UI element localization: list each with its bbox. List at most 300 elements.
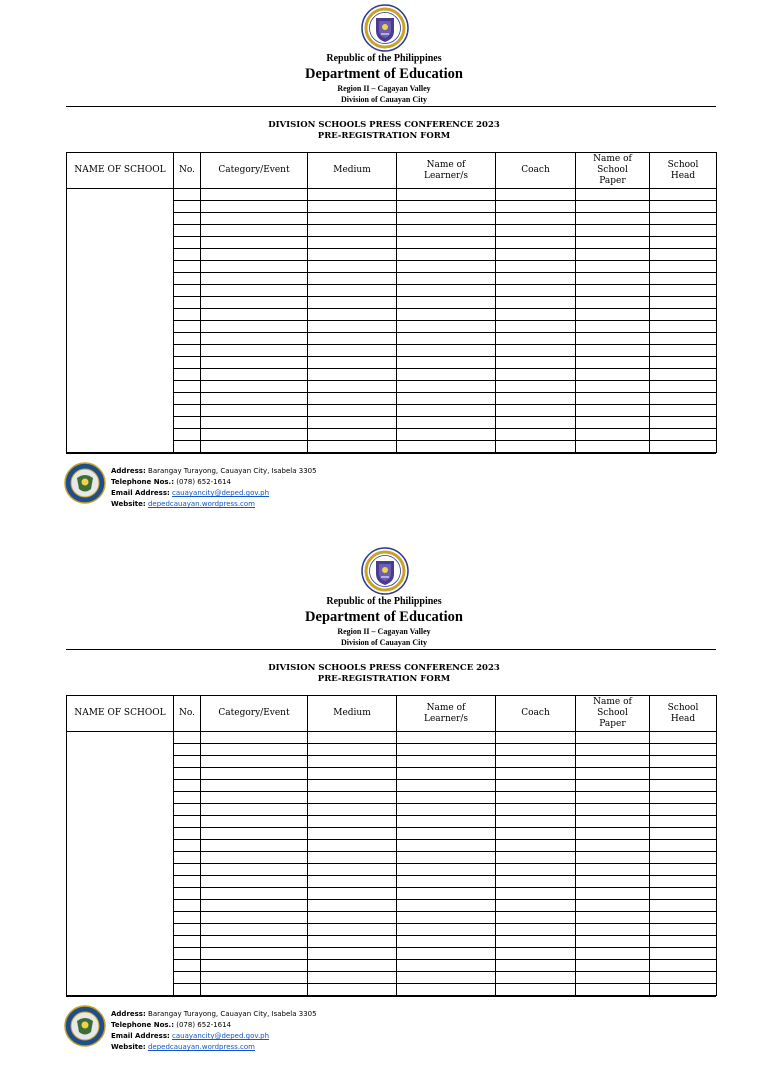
entry-cell[interactable] xyxy=(308,405,397,417)
entry-cell[interactable] xyxy=(650,864,717,876)
entry-cell[interactable] xyxy=(174,441,201,453)
entry-cell[interactable] xyxy=(650,936,717,948)
entry-cell[interactable] xyxy=(174,744,201,756)
entry-cell[interactable] xyxy=(397,816,496,828)
entry-cell[interactable] xyxy=(576,345,650,357)
entry-cell[interactable] xyxy=(576,333,650,345)
entry-cell[interactable] xyxy=(174,285,201,297)
entry-cell[interactable] xyxy=(496,792,576,804)
entry-cell[interactable] xyxy=(174,405,201,417)
entry-cell[interactable] xyxy=(308,273,397,285)
entry-cell[interactable] xyxy=(496,768,576,780)
entry-cell[interactable] xyxy=(201,948,308,960)
entry-cell[interactable] xyxy=(397,780,496,792)
entry-cell[interactable] xyxy=(397,273,496,285)
entry-cell[interactable] xyxy=(201,393,308,405)
entry-cell[interactable] xyxy=(496,441,576,453)
entry-cell[interactable] xyxy=(650,201,717,213)
entry-cell[interactable] xyxy=(576,852,650,864)
entry-cell[interactable] xyxy=(308,285,397,297)
entry-cell[interactable] xyxy=(576,417,650,429)
entry-cell[interactable] xyxy=(496,237,576,249)
entry-cell[interactable] xyxy=(201,321,308,333)
entry-cell[interactable] xyxy=(308,948,397,960)
entry-cell[interactable] xyxy=(397,840,496,852)
entry-cell[interactable] xyxy=(174,273,201,285)
entry-cell[interactable] xyxy=(576,225,650,237)
entry-cell[interactable] xyxy=(496,417,576,429)
entry-cell[interactable] xyxy=(174,912,201,924)
entry-cell[interactable] xyxy=(496,321,576,333)
entry-cell[interactable] xyxy=(576,804,650,816)
website-link[interactable]: depedcauayan.wordpress.com xyxy=(147,1043,255,1051)
entry-cell[interactable] xyxy=(308,213,397,225)
entry-cell[interactable] xyxy=(308,972,397,984)
entry-cell[interactable] xyxy=(650,876,717,888)
entry-cell[interactable] xyxy=(397,912,496,924)
entry-cell[interactable] xyxy=(308,804,397,816)
entry-cell[interactable] xyxy=(308,345,397,357)
entry-cell[interactable] xyxy=(576,393,650,405)
entry-cell[interactable] xyxy=(201,804,308,816)
website-link[interactable]: depedcauayan.wordpress.com xyxy=(147,500,255,508)
entry-cell[interactable] xyxy=(576,381,650,393)
entry-cell[interactable] xyxy=(650,321,717,333)
entry-cell[interactable] xyxy=(650,285,717,297)
entry-cell[interactable] xyxy=(174,417,201,429)
entry-cell[interactable] xyxy=(201,816,308,828)
entry-cell[interactable] xyxy=(308,393,397,405)
entry-cell[interactable] xyxy=(397,792,496,804)
entry-cell[interactable] xyxy=(650,393,717,405)
entry-cell[interactable] xyxy=(576,369,650,381)
entry-cell[interactable] xyxy=(397,309,496,321)
entry-cell[interactable] xyxy=(174,249,201,261)
entry-cell[interactable] xyxy=(496,984,576,996)
entry-cell[interactable] xyxy=(397,888,496,900)
entry-cell[interactable] xyxy=(201,405,308,417)
entry-cell[interactable] xyxy=(496,381,576,393)
entry-cell[interactable] xyxy=(397,768,496,780)
entry-cell[interactable] xyxy=(308,876,397,888)
entry-cell[interactable] xyxy=(397,429,496,441)
entry-cell[interactable] xyxy=(496,429,576,441)
entry-cell[interactable] xyxy=(308,792,397,804)
entry-cell[interactable] xyxy=(650,780,717,792)
entry-cell[interactable] xyxy=(397,984,496,996)
entry-cell[interactable] xyxy=(576,441,650,453)
entry-cell[interactable] xyxy=(650,381,717,393)
entry-cell[interactable] xyxy=(308,840,397,852)
entry-cell[interactable] xyxy=(496,924,576,936)
entry-cell[interactable] xyxy=(496,960,576,972)
entry-cell[interactable] xyxy=(308,225,397,237)
entry-cell[interactable] xyxy=(496,888,576,900)
entry-cell[interactable] xyxy=(650,888,717,900)
entry-cell[interactable] xyxy=(496,213,576,225)
entry-cell[interactable] xyxy=(397,213,496,225)
entry-cell[interactable] xyxy=(201,225,308,237)
entry-cell[interactable] xyxy=(397,249,496,261)
entry-cell[interactable] xyxy=(650,792,717,804)
entry-cell[interactable] xyxy=(576,273,650,285)
entry-cell[interactable] xyxy=(308,237,397,249)
entry-cell[interactable] xyxy=(308,261,397,273)
entry-cell[interactable] xyxy=(496,900,576,912)
entry-cell[interactable] xyxy=(201,840,308,852)
entry-cell[interactable] xyxy=(496,225,576,237)
entry-cell[interactable] xyxy=(650,744,717,756)
entry-cell[interactable] xyxy=(576,828,650,840)
entry-cell[interactable] xyxy=(308,732,397,744)
entry-cell[interactable] xyxy=(576,321,650,333)
entry-cell[interactable] xyxy=(397,876,496,888)
entry-cell[interactable] xyxy=(397,345,496,357)
entry-cell[interactable] xyxy=(397,357,496,369)
entry-cell[interactable] xyxy=(201,780,308,792)
entry-cell[interactable] xyxy=(174,189,201,201)
entry-cell[interactable] xyxy=(650,309,717,321)
entry-cell[interactable] xyxy=(576,876,650,888)
entry-cell[interactable] xyxy=(308,441,397,453)
entry-cell[interactable] xyxy=(201,261,308,273)
entry-cell[interactable] xyxy=(397,948,496,960)
entry-cell[interactable] xyxy=(174,828,201,840)
entry-cell[interactable] xyxy=(174,972,201,984)
entry-cell[interactable] xyxy=(496,936,576,948)
entry-cell[interactable] xyxy=(201,876,308,888)
entry-cell[interactable] xyxy=(496,876,576,888)
entry-cell[interactable] xyxy=(308,888,397,900)
entry-cell[interactable] xyxy=(650,768,717,780)
entry-cell[interactable] xyxy=(201,333,308,345)
entry-cell[interactable] xyxy=(308,297,397,309)
entry-cell[interactable] xyxy=(174,333,201,345)
entry-cell[interactable] xyxy=(174,225,201,237)
entry-cell[interactable] xyxy=(496,912,576,924)
entry-cell[interactable] xyxy=(576,948,650,960)
entry-cell[interactable] xyxy=(201,297,308,309)
entry-cell[interactable] xyxy=(174,840,201,852)
entry-cell[interactable] xyxy=(496,852,576,864)
entry-cell[interactable] xyxy=(174,309,201,321)
entry-cell[interactable] xyxy=(308,780,397,792)
entry-cell[interactable] xyxy=(576,924,650,936)
entry-cell[interactable] xyxy=(397,417,496,429)
entry-cell[interactable] xyxy=(576,189,650,201)
entry-cell[interactable] xyxy=(308,309,397,321)
entry-cell[interactable] xyxy=(496,201,576,213)
entry-cell[interactable] xyxy=(174,852,201,864)
entry-cell[interactable] xyxy=(650,357,717,369)
entry-cell[interactable] xyxy=(576,816,650,828)
entry-cell[interactable] xyxy=(174,357,201,369)
entry-cell[interactable] xyxy=(174,429,201,441)
entry-cell[interactable] xyxy=(308,381,397,393)
entry-cell[interactable] xyxy=(496,756,576,768)
entry-cell[interactable] xyxy=(201,429,308,441)
entry-cell[interactable] xyxy=(576,732,650,744)
entry-cell[interactable] xyxy=(650,345,717,357)
entry-cell[interactable] xyxy=(397,393,496,405)
entry-cell[interactable] xyxy=(397,900,496,912)
entry-cell[interactable] xyxy=(174,780,201,792)
entry-cell[interactable] xyxy=(496,780,576,792)
entry-cell[interactable] xyxy=(201,201,308,213)
entry-cell[interactable] xyxy=(174,900,201,912)
entry-cell[interactable] xyxy=(397,936,496,948)
entry-cell[interactable] xyxy=(201,936,308,948)
entry-cell[interactable] xyxy=(397,960,496,972)
entry-cell[interactable] xyxy=(576,888,650,900)
entry-cell[interactable] xyxy=(308,429,397,441)
entry-cell[interactable] xyxy=(174,213,201,225)
entry-cell[interactable] xyxy=(650,912,717,924)
entry-cell[interactable] xyxy=(174,948,201,960)
entry-cell[interactable] xyxy=(201,756,308,768)
entry-cell[interactable] xyxy=(201,189,308,201)
entry-cell[interactable] xyxy=(397,369,496,381)
entry-cell[interactable] xyxy=(496,864,576,876)
entry-cell[interactable] xyxy=(308,852,397,864)
entry-cell[interactable] xyxy=(496,804,576,816)
entry-cell[interactable] xyxy=(174,888,201,900)
entry-cell[interactable] xyxy=(201,237,308,249)
entry-cell[interactable] xyxy=(576,792,650,804)
entry-cell[interactable] xyxy=(576,285,650,297)
entry-cell[interactable] xyxy=(576,900,650,912)
entry-cell[interactable] xyxy=(650,225,717,237)
entry-cell[interactable] xyxy=(650,840,717,852)
entry-cell[interactable] xyxy=(308,864,397,876)
entry-cell[interactable] xyxy=(576,261,650,273)
entry-cell[interactable] xyxy=(496,816,576,828)
entry-cell[interactable] xyxy=(308,189,397,201)
entry-cell[interactable] xyxy=(308,744,397,756)
entry-cell[interactable] xyxy=(576,756,650,768)
entry-cell[interactable] xyxy=(174,960,201,972)
entry-cell[interactable] xyxy=(201,273,308,285)
entry-cell[interactable] xyxy=(397,381,496,393)
entry-cell[interactable] xyxy=(496,369,576,381)
entry-cell[interactable] xyxy=(650,273,717,285)
entry-cell[interactable] xyxy=(201,888,308,900)
entry-cell[interactable] xyxy=(496,285,576,297)
entry-cell[interactable] xyxy=(397,225,496,237)
entry-cell[interactable] xyxy=(650,960,717,972)
entry-cell[interactable] xyxy=(308,912,397,924)
entry-cell[interactable] xyxy=(397,441,496,453)
entry-cell[interactable] xyxy=(576,237,650,249)
entry-cell[interactable] xyxy=(397,744,496,756)
entry-cell[interactable] xyxy=(576,201,650,213)
entry-cell[interactable] xyxy=(174,381,201,393)
entry-cell[interactable] xyxy=(174,201,201,213)
entry-cell[interactable] xyxy=(650,369,717,381)
entry-cell[interactable] xyxy=(174,345,201,357)
entry-cell[interactable] xyxy=(308,333,397,345)
entry-cell[interactable] xyxy=(174,876,201,888)
entry-cell[interactable] xyxy=(650,441,717,453)
entry-cell[interactable] xyxy=(576,936,650,948)
entry-cell[interactable] xyxy=(201,309,308,321)
entry-cell[interactable] xyxy=(650,333,717,345)
email-link[interactable]: cauayancity@deped.gov.ph xyxy=(172,1032,270,1040)
entry-cell[interactable] xyxy=(174,369,201,381)
entry-cell[interactable] xyxy=(576,912,650,924)
entry-cell[interactable] xyxy=(174,768,201,780)
entry-cell[interactable] xyxy=(576,768,650,780)
entry-cell[interactable] xyxy=(496,744,576,756)
entry-cell[interactable] xyxy=(650,816,717,828)
entry-cell[interactable] xyxy=(201,792,308,804)
entry-cell[interactable] xyxy=(397,201,496,213)
entry-cell[interactable] xyxy=(496,273,576,285)
entry-cell[interactable] xyxy=(308,417,397,429)
entry-cell[interactable] xyxy=(496,948,576,960)
entry-cell[interactable] xyxy=(201,441,308,453)
entry-cell[interactable] xyxy=(576,864,650,876)
entry-cell[interactable] xyxy=(496,972,576,984)
entry-cell[interactable] xyxy=(201,912,308,924)
entry-cell[interactable] xyxy=(308,201,397,213)
entry-cell[interactable] xyxy=(201,249,308,261)
entry-cell[interactable] xyxy=(201,345,308,357)
entry-cell[interactable] xyxy=(576,429,650,441)
school-name-cell[interactable] xyxy=(67,732,174,996)
entry-cell[interactable] xyxy=(576,972,650,984)
entry-cell[interactable] xyxy=(496,828,576,840)
school-name-cell[interactable] xyxy=(67,189,174,453)
entry-cell[interactable] xyxy=(650,804,717,816)
entry-cell[interactable] xyxy=(397,237,496,249)
entry-cell[interactable] xyxy=(650,984,717,996)
entry-cell[interactable] xyxy=(650,213,717,225)
entry-cell[interactable] xyxy=(650,732,717,744)
entry-cell[interactable] xyxy=(496,189,576,201)
entry-cell[interactable] xyxy=(496,261,576,273)
entry-cell[interactable] xyxy=(397,285,496,297)
entry-cell[interactable] xyxy=(174,732,201,744)
entry-cell[interactable] xyxy=(496,333,576,345)
entry-cell[interactable] xyxy=(496,297,576,309)
entry-cell[interactable] xyxy=(308,756,397,768)
entry-cell[interactable] xyxy=(650,261,717,273)
entry-cell[interactable] xyxy=(650,417,717,429)
entry-cell[interactable] xyxy=(650,756,717,768)
entry-cell[interactable] xyxy=(201,357,308,369)
entry-cell[interactable] xyxy=(201,768,308,780)
entry-cell[interactable] xyxy=(397,924,496,936)
entry-cell[interactable] xyxy=(650,948,717,960)
entry-cell[interactable] xyxy=(576,984,650,996)
entry-cell[interactable] xyxy=(174,261,201,273)
entry-cell[interactable] xyxy=(397,864,496,876)
entry-cell[interactable] xyxy=(496,249,576,261)
entry-cell[interactable] xyxy=(201,213,308,225)
entry-cell[interactable] xyxy=(201,924,308,936)
entry-cell[interactable] xyxy=(174,792,201,804)
entry-cell[interactable] xyxy=(308,357,397,369)
entry-cell[interactable] xyxy=(650,900,717,912)
entry-cell[interactable] xyxy=(201,972,308,984)
entry-cell[interactable] xyxy=(174,924,201,936)
entry-cell[interactable] xyxy=(576,213,650,225)
entry-cell[interactable] xyxy=(201,381,308,393)
entry-cell[interactable] xyxy=(308,369,397,381)
entry-cell[interactable] xyxy=(174,756,201,768)
entry-cell[interactable] xyxy=(496,405,576,417)
entry-cell[interactable] xyxy=(496,309,576,321)
entry-cell[interactable] xyxy=(397,732,496,744)
entry-cell[interactable] xyxy=(650,297,717,309)
entry-cell[interactable] xyxy=(308,900,397,912)
entry-cell[interactable] xyxy=(650,189,717,201)
entry-cell[interactable] xyxy=(174,393,201,405)
entry-cell[interactable] xyxy=(397,189,496,201)
entry-cell[interactable] xyxy=(576,309,650,321)
entry-cell[interactable] xyxy=(397,852,496,864)
entry-cell[interactable] xyxy=(496,345,576,357)
entry-cell[interactable] xyxy=(650,237,717,249)
entry-cell[interactable] xyxy=(201,417,308,429)
entry-cell[interactable] xyxy=(650,405,717,417)
entry-cell[interactable] xyxy=(174,864,201,876)
entry-cell[interactable] xyxy=(397,972,496,984)
entry-cell[interactable] xyxy=(308,816,397,828)
entry-cell[interactable] xyxy=(576,297,650,309)
entry-cell[interactable] xyxy=(397,804,496,816)
entry-cell[interactable] xyxy=(496,357,576,369)
entry-cell[interactable] xyxy=(576,840,650,852)
entry-cell[interactable] xyxy=(308,828,397,840)
entry-cell[interactable] xyxy=(650,852,717,864)
entry-cell[interactable] xyxy=(201,852,308,864)
entry-cell[interactable] xyxy=(576,405,650,417)
entry-cell[interactable] xyxy=(397,756,496,768)
entry-cell[interactable] xyxy=(308,984,397,996)
entry-cell[interactable] xyxy=(308,936,397,948)
entry-cell[interactable] xyxy=(201,369,308,381)
entry-cell[interactable] xyxy=(308,924,397,936)
entry-cell[interactable] xyxy=(308,249,397,261)
entry-cell[interactable] xyxy=(201,732,308,744)
entry-cell[interactable] xyxy=(397,321,496,333)
entry-cell[interactable] xyxy=(650,924,717,936)
entry-cell[interactable] xyxy=(174,804,201,816)
entry-cell[interactable] xyxy=(496,840,576,852)
entry-cell[interactable] xyxy=(174,321,201,333)
entry-cell[interactable] xyxy=(650,972,717,984)
entry-cell[interactable] xyxy=(174,237,201,249)
entry-cell[interactable] xyxy=(308,768,397,780)
entry-cell[interactable] xyxy=(174,984,201,996)
entry-cell[interactable] xyxy=(201,285,308,297)
email-link[interactable]: cauayancity@deped.gov.ph xyxy=(172,489,270,497)
entry-cell[interactable] xyxy=(576,780,650,792)
entry-cell[interactable] xyxy=(174,936,201,948)
entry-cell[interactable] xyxy=(174,297,201,309)
entry-cell[interactable] xyxy=(650,828,717,840)
entry-cell[interactable] xyxy=(201,900,308,912)
entry-cell[interactable] xyxy=(308,321,397,333)
entry-cell[interactable] xyxy=(576,960,650,972)
entry-cell[interactable] xyxy=(397,333,496,345)
entry-cell[interactable] xyxy=(650,249,717,261)
entry-cell[interactable] xyxy=(576,744,650,756)
entry-cell[interactable] xyxy=(397,828,496,840)
entry-cell[interactable] xyxy=(576,249,650,261)
